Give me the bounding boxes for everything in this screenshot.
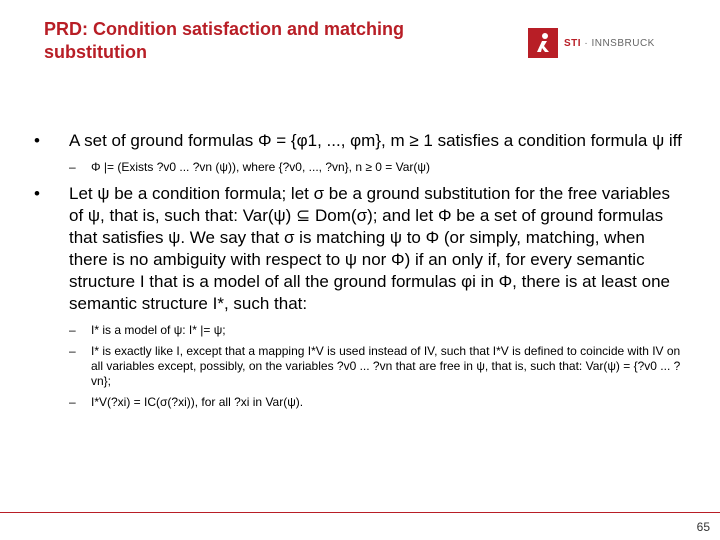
- logo-text: [564, 38, 655, 49]
- logo-brand: STI: [564, 37, 582, 49]
- sti-figure-icon: [528, 28, 558, 58]
- sub-bullet-item: [69, 344, 684, 389]
- bullet-marker: •: [34, 184, 40, 203]
- bullet-marker: •: [34, 131, 40, 150]
- sub-bullet-text: I* is exactly like I, except that a mapping I*V is used instead of IV, such that I*V is defined to coincide with IV on all variables except, possibly, on the variables ?v0 ... ?vn that are free in ψ, that is, such that: Var(ψ) = {?v0 ... ?vn};: [91, 344, 681, 388]
- footer-divider: [0, 512, 720, 513]
- sub-bullet-marker: –: [69, 344, 76, 358]
- logo-separator: ·: [581, 37, 592, 49]
- bullet-item: [34, 130, 684, 152]
- bullet-item: [34, 183, 684, 315]
- logo-location: INNSBRUCK: [591, 37, 655, 49]
- sub-bullet-item: [69, 395, 684, 410]
- bullet-text: A set of ground formulas Φ = {φ1, ..., φm}, m ≥ 1 satisfies a condition formula ψ iff: [69, 131, 682, 150]
- sub-bullet-text: Φ |= (Exists ?v0 ... ?vn (ψ)), where {?v0, ..., ?vn}, n ≥ 0 = Var(ψ): [91, 160, 430, 174]
- sub-bullet-marker: –: [69, 323, 76, 337]
- sub-bullet-text: I*V(?xi) = IC(σ(?xi)), for all ?xi in Var(ψ).: [91, 395, 304, 409]
- bullet-text: Let ψ be a condition formula; let σ be a ground substitution for the free variables of ψ, that is, such that: Var(ψ) ⊆ Dom(σ); and let Φ be a set of ground formulas that satisfies ψ. We say that σ is matching ψ to Φ (or simply, matching, when there is no ambiguity with respect to ψ nor Φ) if an only if, for every semantic structure I that is a model of all the ground formulas φi in Φ, there is at least one semantic structure I*, such that:: [69, 184, 670, 313]
- sub-bullet-marker: –: [69, 395, 76, 409]
- page-number: 65: [696, 520, 710, 534]
- slide-content: [34, 130, 684, 418]
- slide-title: PRD: Condition satisfaction and matching substitution: [44, 19, 405, 62]
- sti-logo: [528, 28, 655, 58]
- sub-bullet-text: I* is a model of ψ: I* |= ψ;: [91, 323, 226, 337]
- sub-bullet-item: [69, 323, 684, 338]
- sub-bullet-marker: –: [69, 160, 76, 174]
- sub-bullet-item: [69, 160, 684, 175]
